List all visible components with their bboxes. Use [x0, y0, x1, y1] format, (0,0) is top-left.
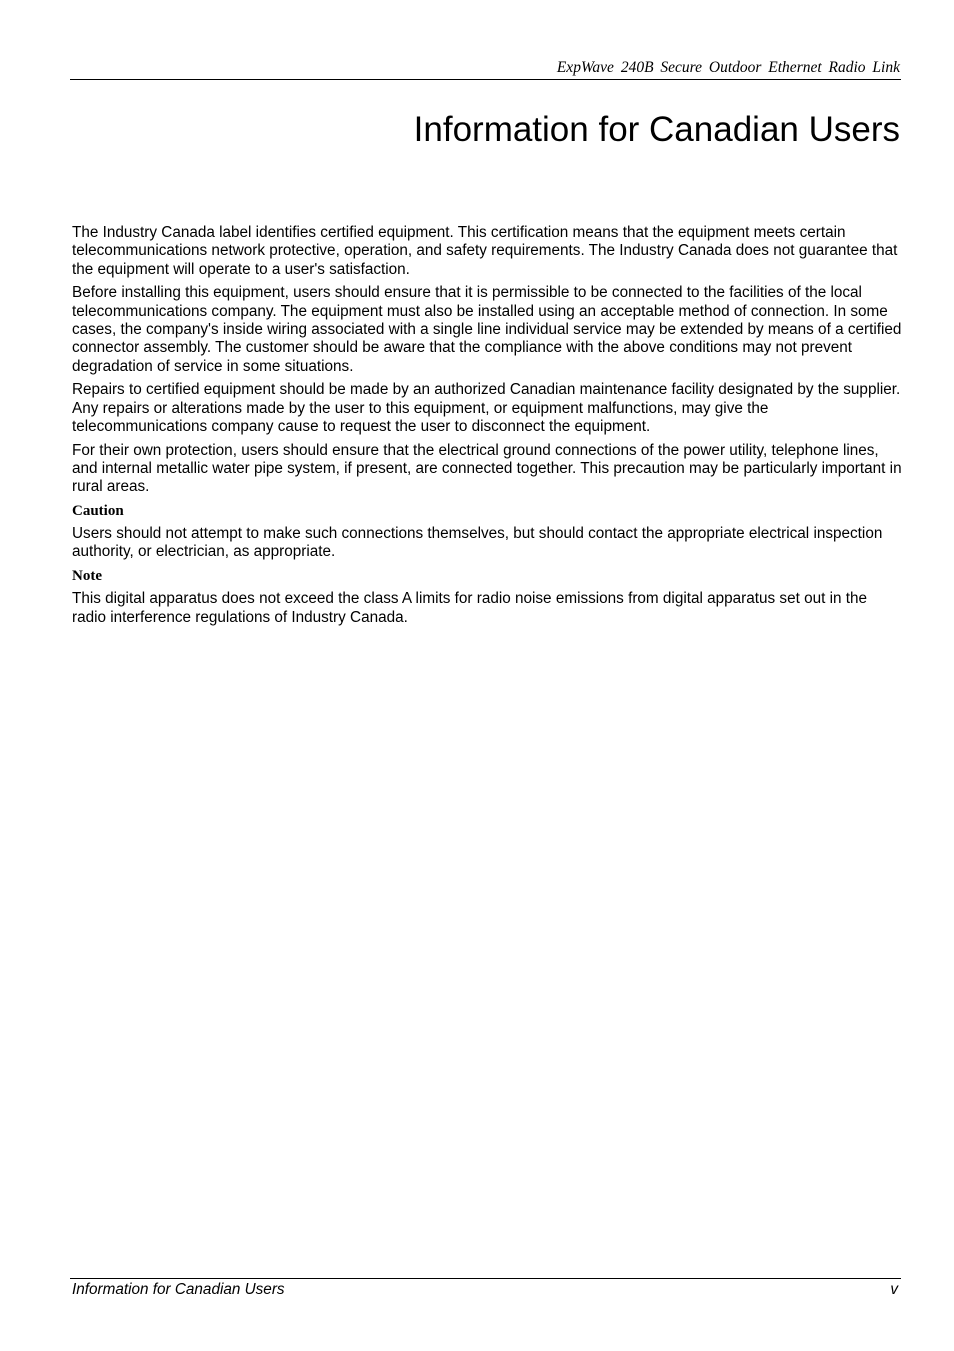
paragraph-certification: The Industry Canada label identifies certified equipment. This certification means that the equipment meets certain telecommunications network protective, operation, and safety requirements. The Industry Canada does not guarantee that the equipment will operate to a user's satisfaction.	[72, 224, 898, 278]
paragraph-installation: Before installing this equipment, users should ensure that it is permissible to be connected to the facilities of the local telecommunications company. The equipment must also be installed using an acceptable method of connection. In some cases, the company's inside wiring associated with a single line individual service may be extended by means of a certified connector assembly. The customer should be aware that the compliance with the above conditions may not prevent degradation of service in some situations.	[72, 284, 902, 375]
footer-rule	[70, 1278, 901, 1279]
caution-heading: Caution	[72, 503, 124, 520]
footer-section-title: Information for Canadian Users	[72, 1281, 285, 1298]
body-content	[72, 224, 904, 632]
caution-text: Users should not attempt to make such connections themselves, but should contact the appropriate electrical inspection authority, or electrician, as appropriate.	[72, 525, 883, 561]
footer-page-number: v	[890, 1281, 898, 1298]
note-heading: Note	[72, 568, 102, 585]
note-text: This digital apparatus does not exceed the class A limits for radio noise emissions from digital apparatus set out in the radio interference regulations of Industry Canada.	[72, 590, 868, 626]
paragraph-grounding: For their own protection, users should ensure that the electrical ground connections of the power utility, telephone lines, and internal metallic water pipe system, if present, are connected together. This precaution may be particularly important in rural areas.	[72, 441, 902, 496]
paragraph-repairs: Repairs to certified equipment should be made by an authorized Canadian maintenance facility designated by the supplier. Any repairs or alterations made by the user to this equipment, or equipment malfunctions, may give the telecommunications company cause to request the user to disconnect the equipment.	[72, 381, 901, 435]
header-rule	[70, 79, 901, 80]
running-header: ExpWave 240B Secure Outdoor Ethernet Radio Link	[556, 59, 900, 76]
page-title: Information for Canadian Users	[413, 110, 900, 149]
